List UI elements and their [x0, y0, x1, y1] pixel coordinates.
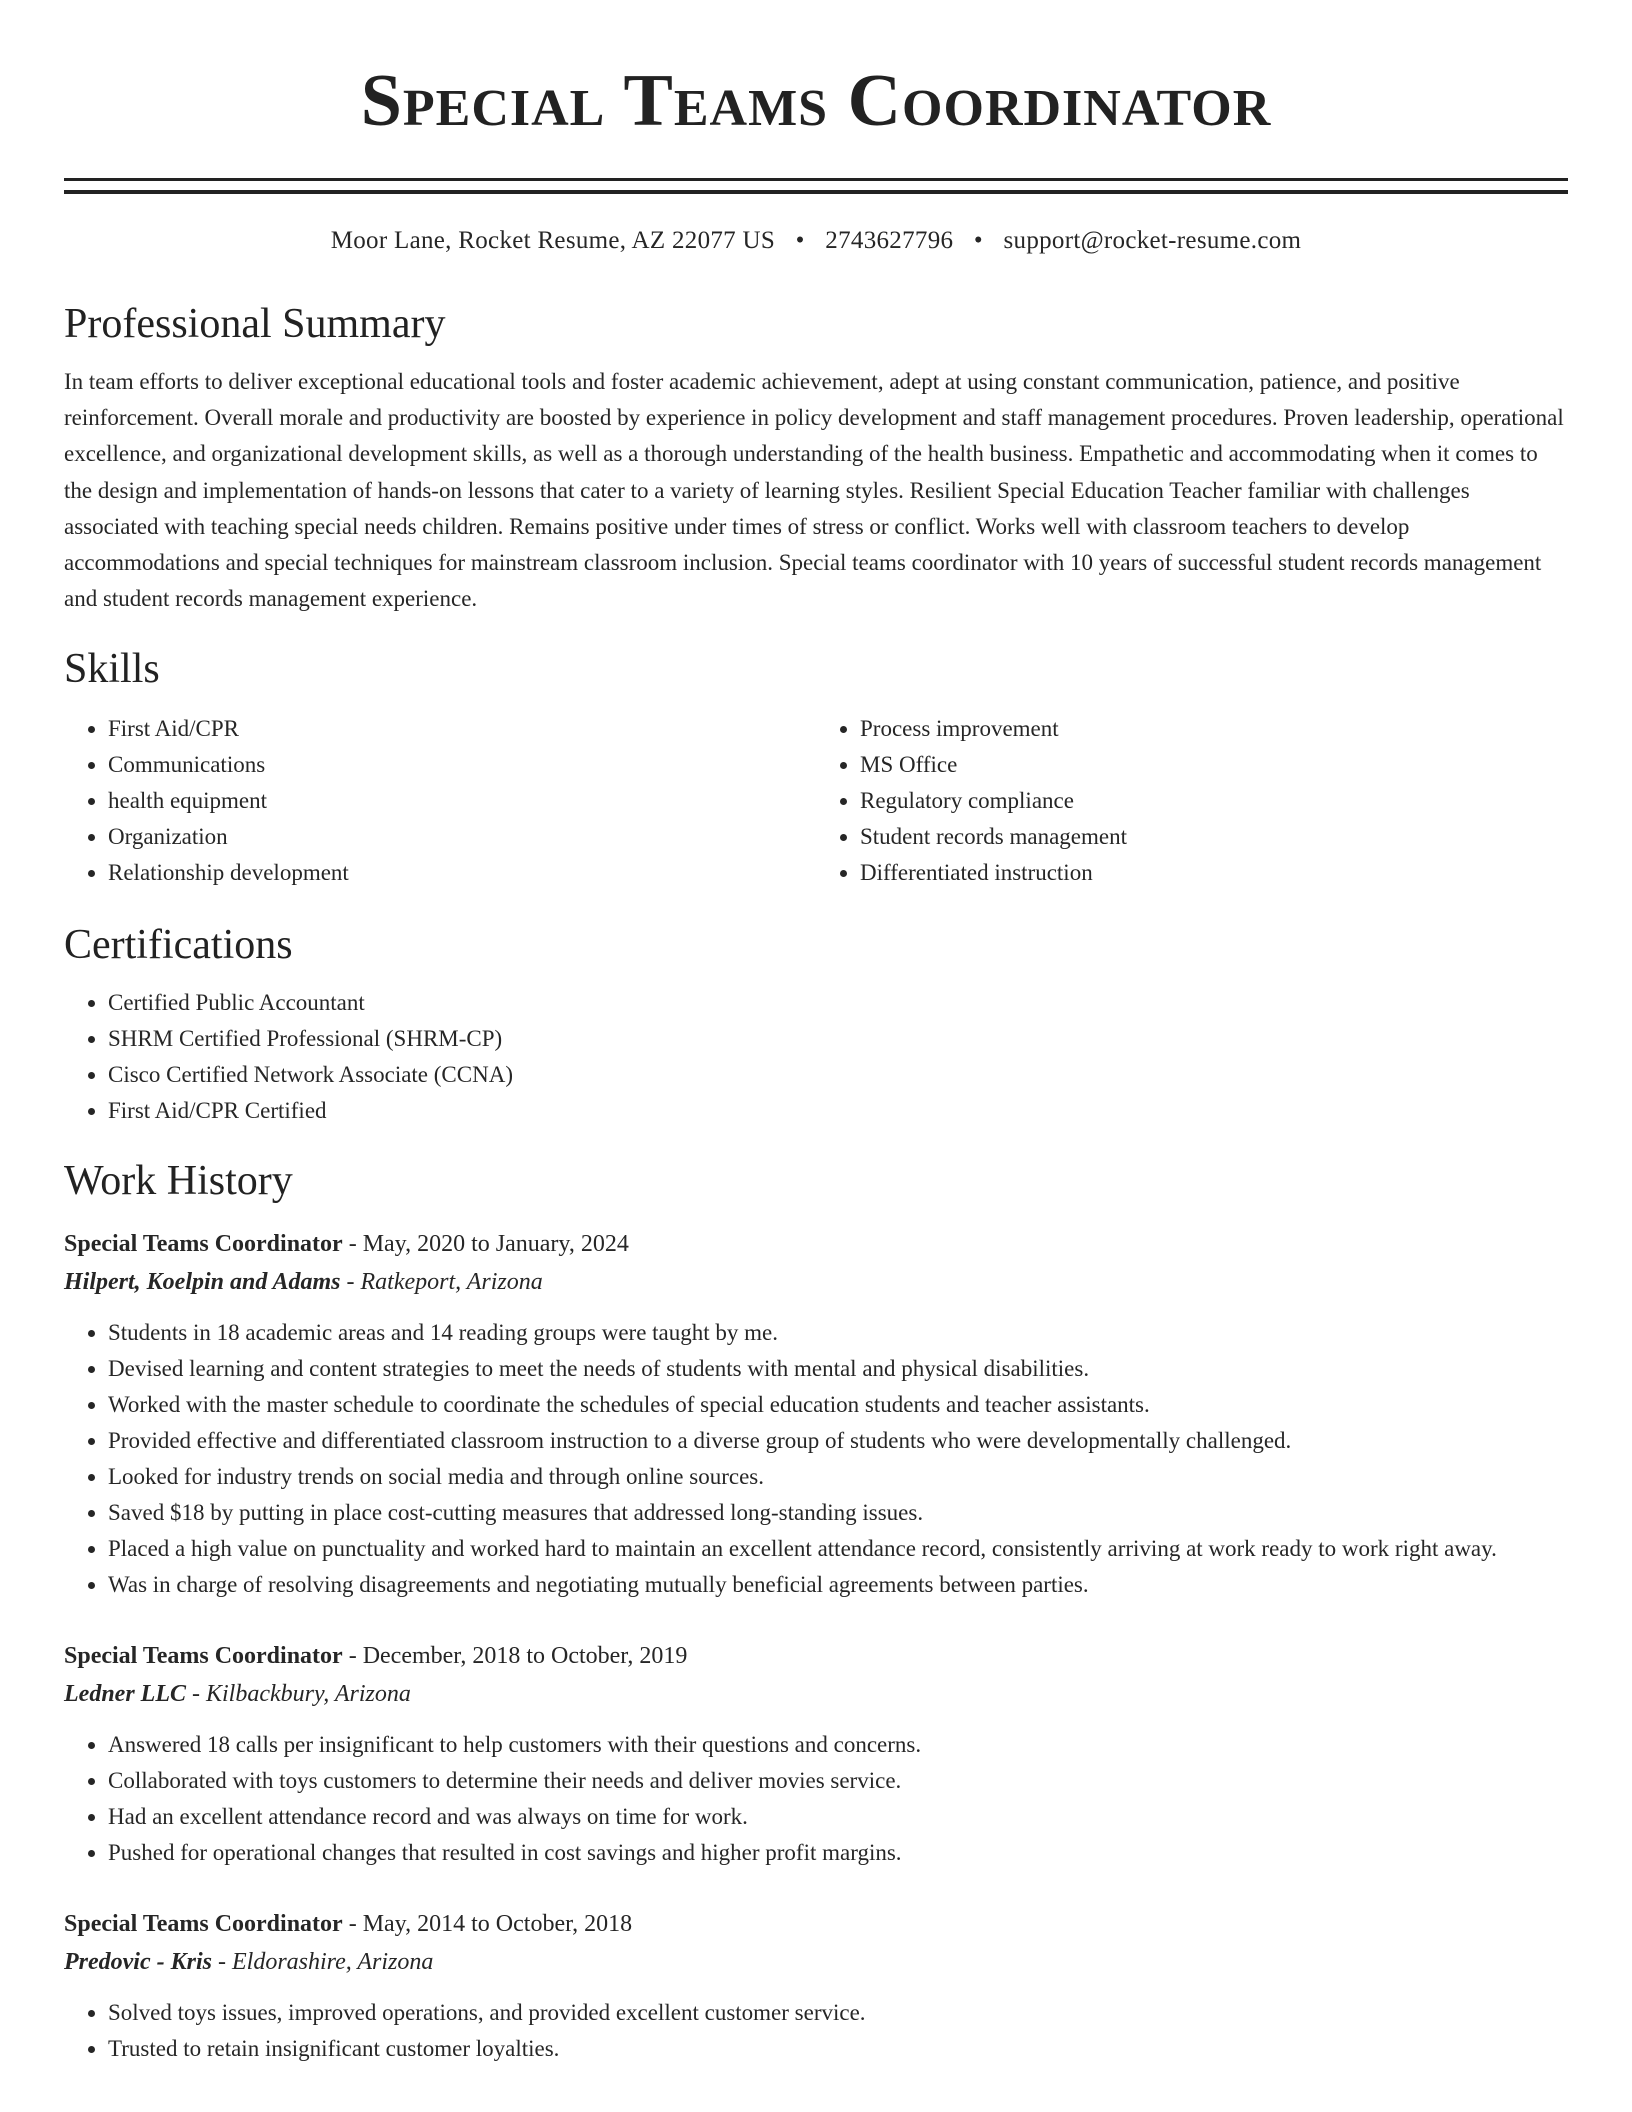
skill-item: • Communications	[108, 747, 816, 783]
job-dates: May, 2014 to October, 2018	[362, 1911, 633, 1938]
job-bullets	[64, 1727, 1568, 1871]
job-bullet: • Collaborated with toys customers to determine their needs and deliver movies service.	[108, 1763, 1568, 1799]
job-company: Predovic - Kris	[64, 1949, 212, 1976]
job-location: Ratkeport, Arizona	[360, 1269, 543, 1296]
contact-line	[64, 224, 1568, 258]
summary-heading: Professional Summary	[64, 301, 446, 347]
job-bullet: • Placed a high value on punctuality and worked hard to maintain an excellent attendance record, consistently arriving at work ready to work right away.	[108, 1531, 1568, 1567]
skill-item: • Regulatory compliance	[860, 783, 1568, 819]
job-bullet: • Was in charge of resolving disagreements and negotiating mutually beneficial agreements between parties.	[108, 1567, 1568, 1603]
job-bullet: • Trusted to retain insignificant customer loyalties.	[108, 2031, 1568, 2067]
skills-list-right	[816, 711, 1568, 891]
skill-item: • Relationship development	[108, 855, 816, 891]
dash-separator: -	[342, 1231, 363, 1258]
header-divider	[64, 178, 1568, 194]
job-title-line	[64, 1637, 1568, 1675]
certifications-heading: Certifications	[64, 922, 293, 969]
job-entry	[64, 1905, 1568, 2067]
job-bullet: • Students in 18 academic areas and 14 reading groups were taught by me.	[108, 1315, 1568, 1351]
skill-item: • Student records management	[860, 819, 1568, 855]
job-title-line	[64, 1225, 1568, 1263]
job-company-line	[64, 1675, 1568, 1713]
work-history-heading: Work History	[64, 1158, 293, 1205]
job-bullet: • Pushed for operational changes that resulted in cost savings and higher profit margins.	[108, 1835, 1568, 1871]
contact-address: Moor Lane, Rocket Resume, AZ 22077 US	[330, 227, 776, 254]
job-company-line	[64, 1263, 1568, 1301]
job-dates: December, 2018 to October, 2019	[362, 1643, 688, 1670]
dash-separator: -	[342, 1911, 363, 1938]
dash-separator: -	[211, 1949, 232, 1976]
skill-item: • MS Office	[860, 747, 1568, 783]
certification-item: • SHRM Certified Professional (SHRM-CP)	[108, 1021, 1568, 1057]
job-company-line	[64, 1943, 1568, 1981]
job-location: Eldorashire, Arizona	[231, 1949, 434, 1976]
summary-text: In team efforts to deliver exceptional educational tools and foster academic achievement, adept at using constant communication, patience, and positive reinforcement. Overall morale and productivity are boosted by experience in policy development and staff management procedures. Proven leadership, operational excellence, and organizational development skills, as well as a thorough understanding of the health business. Empathetic and accommodating when it comes to the design and implementation of hands-on lessons that cater to a variety of learning styles. Resilient Special Education Teacher familiar with challenges associated with teaching special needs children. Remains positive under times of stress or conflict. Works well with classroom teachers to develop accommodations and special techniques for mainstream classroom inclusion. Special teams coordinator with 10 years of successful student records management and student records management experience.	[64, 369, 1564, 612]
skill-item: • First Aid/CPR	[108, 711, 816, 747]
skills-section	[64, 643, 1568, 891]
job-entry	[64, 1225, 1568, 1603]
certification-item: • First Aid/CPR Certified	[108, 1093, 1568, 1129]
job-dates: May, 2020 to January, 2024	[362, 1231, 629, 1258]
job-title-line	[64, 1905, 1568, 1943]
contact-separator: •	[973, 227, 983, 254]
resume-name: Special Teams Coordinator	[360, 60, 1272, 142]
skill-item: • Organization	[108, 819, 816, 855]
skills-grid	[64, 711, 1568, 891]
skills-heading: Skills	[64, 646, 160, 693]
contact-email[interactable]: support@rocket-resume.com	[1003, 227, 1302, 254]
summary-section	[64, 298, 1568, 617]
job-bullet: • Worked with the master schedule to coordinate the schedules of special education students and teacher assistants.	[108, 1387, 1568, 1423]
job-bullet: • Solved toys issues, improved operations, and provided excellent customer service.	[108, 1995, 1568, 2031]
job-company: Ledner LLC	[64, 1681, 186, 1708]
job-bullets	[64, 1315, 1568, 1603]
certifications-section	[64, 919, 1568, 1129]
dash-separator: -	[185, 1681, 206, 1708]
certifications-list	[64, 985, 1568, 1129]
skill-item: • Differentiated instruction	[860, 855, 1568, 891]
skills-list-left	[64, 711, 816, 891]
dash-separator: -	[342, 1643, 363, 1670]
certification-item: • Certified Public Accountant	[108, 985, 1568, 1021]
job-bullet: • Saved $18 by putting in place cost-cutting measures that addressed long-standing issues.	[108, 1495, 1568, 1531]
job-bullet: • Looked for industry trends on social media and through online sources.	[108, 1459, 1568, 1495]
job-entry	[64, 1637, 1568, 1871]
contact-separator: •	[795, 227, 805, 254]
contact-phone: 2743627796	[825, 227, 954, 254]
work-history-section	[64, 1155, 1568, 2067]
job-bullets	[64, 1995, 1568, 2067]
skill-item: • health equipment	[108, 783, 816, 819]
job-location: Kilbackbury, Arizona	[205, 1681, 411, 1708]
job-title: Special Teams Coordinator	[64, 1643, 343, 1670]
skill-item: • Process improvement	[860, 711, 1568, 747]
job-title: Special Teams Coordinator	[64, 1911, 343, 1938]
job-company: Hilpert, Koelpin and Adams	[64, 1269, 341, 1296]
dash-separator: -	[340, 1269, 361, 1296]
job-bullet: • Answered 18 calls per insignificant to help customers with their questions and concerns.	[108, 1727, 1568, 1763]
job-bullet: • Provided effective and differentiated classroom instruction to a diverse group of students who were developmentally challenged.	[108, 1423, 1568, 1459]
job-bullet: • Had an excellent attendance record and was always on time for work.	[108, 1799, 1568, 1835]
job-title: Special Teams Coordinator	[64, 1231, 343, 1258]
job-bullet: • Devised learning and content strategies to meet the needs of students with mental and physical disabilities.	[108, 1351, 1568, 1387]
certification-item: • Cisco Certified Network Associate (CCNA)	[108, 1057, 1568, 1093]
